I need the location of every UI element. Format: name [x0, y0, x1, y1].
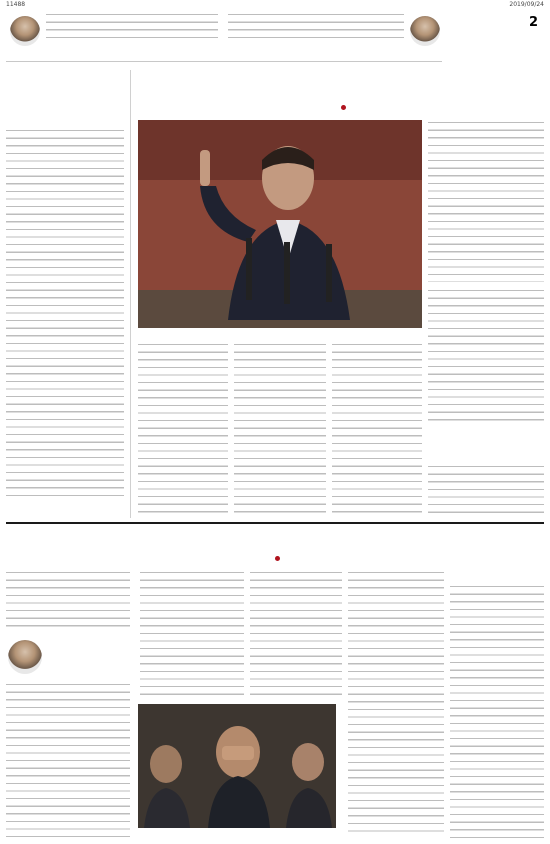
story1-photo: [138, 120, 422, 328]
quote-text-left: [46, 14, 218, 38]
column-rule: [130, 70, 131, 518]
story1-column-4: [138, 344, 228, 516]
story2-photo: [138, 704, 336, 828]
sidebar-body: [6, 130, 124, 502]
story1-column-3: [234, 344, 326, 516]
quote-portrait-right: [410, 16, 440, 46]
red-bullet-icon: [275, 556, 280, 561]
quote-portrait-left: [10, 16, 40, 46]
story1-column-1: [428, 122, 544, 282]
sidebar-headline: [6, 70, 124, 122]
page-number: 2: [528, 15, 538, 30]
story2-byline: [450, 572, 544, 582]
story2-column-5: [6, 572, 130, 632]
story2-column-5b: [6, 684, 130, 838]
red-bullet-icon: [341, 105, 346, 110]
story2-photo-caption: [138, 830, 336, 838]
story2-column-3: [250, 572, 342, 700]
speaker-illustration: [138, 120, 422, 328]
story1-column-2: [332, 344, 422, 516]
story2-quote: [6, 638, 130, 678]
issue-number: 11488: [6, 1, 26, 8]
sidebar-story: [6, 70, 124, 518]
quote-block-right: [224, 12, 442, 60]
story1-photo-caption: [138, 330, 422, 338]
story2-quote-portrait: [8, 640, 42, 674]
section-rule: [6, 522, 544, 524]
page-date: 2019/09/24: [509, 1, 544, 8]
story1-headline: [138, 72, 544, 98]
meeting-illustration: [138, 704, 336, 828]
top-bar: [0, 0, 550, 9]
quote-text-right: [228, 14, 404, 38]
story1-boxed-heading: [428, 426, 544, 462]
story1-column-5: [428, 466, 544, 516]
story2-quote-name: [46, 642, 128, 652]
story2-subheadline: [6, 552, 544, 566]
story2-column-4: [140, 572, 244, 700]
story2-column-2: [348, 572, 444, 838]
story1-column-1b: [428, 290, 544, 422]
quote-strip: [6, 12, 442, 62]
story2-quote-role: [46, 653, 128, 673]
story2-column-1: [450, 586, 544, 838]
section-header: [444, 14, 544, 64]
story1-subheadline: [138, 100, 544, 116]
quote-block-left: [6, 12, 220, 60]
story2-headline: [6, 528, 544, 552]
